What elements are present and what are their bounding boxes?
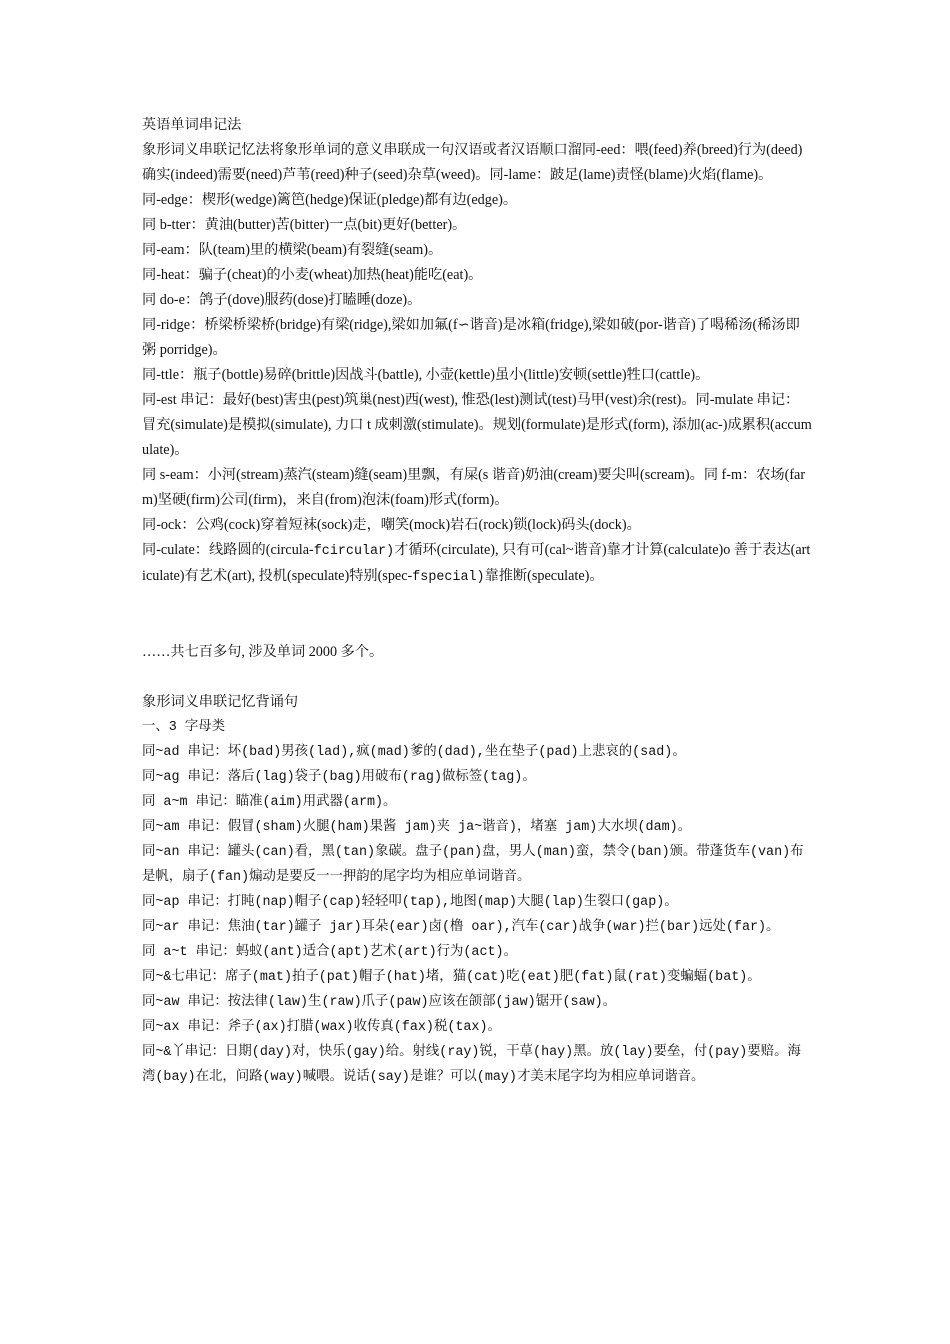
summary-line: ……共七百多句, 涉及单词 2000 多个。	[142, 644, 384, 660]
paragraph: 同~&丫串记：日期(day)对，快乐(gay)给。射线(ray)锐，干草(hay)黑。放(lay)要垒，付(pay)要赔。海湾(bay)在北，问路(way)喊喂。说话(say)是谁？可以(may)才美末尾字均为相应单词谐音。	[142, 1045, 801, 1085]
spacer	[142, 665, 812, 690]
paragraph: 同-heat：骗子(cheat)的小麦(wheat)加热(heat)能吃(eat)。	[142, 267, 483, 283]
paragraph: 同-eam：队(team)里的横梁(beam)有裂缝(seam)。	[142, 242, 443, 258]
paragraph: 同~an 串记：罐头(can)看，黑(tan)象碳。盘子(pan)盘，男人(man)蛮，禁令(ban)颁。带蓬货车(van)布是帆，扇子(fan)煽动是要反一一押韵的尾字均为相应单词谐音。	[142, 845, 804, 885]
paragraph: 同~&七串记：席子(mat)拍子(pat)帽子(hat)堵，猫(cat)吃(eat)肥(fat)鼠(rat)变蝙蝠(bat)。	[142, 970, 761, 985]
text-run: 靠推断(speculate)。	[484, 568, 604, 584]
spacer	[142, 590, 812, 640]
section-title: 象形词义串联记忆背诵句	[142, 694, 299, 710]
paragraph: 同~am 串记：假冒(sham)火腿(ham)果酱 jam)夹 ja~谐音)，堵塞 jam)大水坝(dam)。	[142, 820, 692, 835]
paragraph: 同~ar 串记：焦油(tar)罐子 jar)耳朵(ear)卤(橹 oar),汽车(car)战争(war)拦(bar)远处(far)。	[142, 920, 780, 935]
paragraph: 同~ad 串记：坏(bad)男孩(lad),疯(mad)爹的(dad),坐在垫子(pad)上悲哀的(sad)。	[142, 745, 686, 760]
text-run: fspecial)	[412, 570, 485, 585]
paragraph: 同~ap 串记：打盹(nap)帽子(cap)轻轻叩(tap),地图(map)大腿(lap)生裂口(gap)。	[142, 895, 678, 910]
paragraph: 象形词义串联记忆法将象形单词的意义串联成一句汉语或者汉语顺口溜同-eed：喂(feed)养(breed)行为(deed)确实(indeed)需要(need)芦苇(reed)种子(seed)杂草(weed)。同-lame：跛足(lame)责怪(blame)火焰(flame)。	[142, 142, 803, 183]
paragraph: 同~ax 串记：斧子(ax)打腊(wax)收传真(fax)税(tax)。	[142, 1020, 501, 1035]
paragraph: 同-ridge：桥梁桥梁桥(bridge)有梁(ridge),梁如加氟(f∽谐音)是冰箱(fridge),梁如破(por-谐音)了喝稀汤(稀汤即粥 porridge)。	[142, 317, 800, 358]
document-title: 英语单词串记法	[142, 117, 242, 133]
paragraph: 同 do-e：鸽子(dove)服药(dose)打瞌睡(doze)。	[142, 292, 422, 308]
paragraph: 同~ag 串记：落后(lag)袋子(bag)用破布(rag)做标签(tag)。	[142, 770, 536, 785]
paragraph: 同 b-tter：黄油(butter)苦(bitter)一点(bit)更好(better)。	[142, 217, 467, 233]
paragraph: 同-ttle：瓶子(bottle)易碎(brittle)因战斗(battle), 小壶(kettle)虽小(little)安顿(settle)牲口(cattle)。	[142, 367, 710, 383]
text-run: 同-culate：线路圆的(circula-	[142, 542, 314, 558]
text-run: fcircular)	[313, 544, 395, 559]
document-body	[142, 113, 812, 1090]
paragraph: 同-edge：楔形(wedge)篱笆(hedge)保证(pledge)都有边(edge)。	[142, 192, 518, 208]
paragraph-culate	[142, 538, 812, 590]
section-subtitle: 一、3 字母类	[142, 720, 226, 735]
paragraph: 同~aw 串记：按法律(law)生(raw)爪子(paw)应该在颌部(jaw)锯开(saw)。	[142, 995, 617, 1010]
text-run: 才循环(circulate), 只有可(cal~谐音)靠才计算(calculate)o 善于表达(articulate)有艺术(art), 投机(speculate)特别(spec-	[142, 542, 811, 584]
paragraph: 同-ock：公鸡(cock)穿着短袜(sock)走，嘲笑(mock)岩石(rock)锁(lock)码头(dock)。	[142, 517, 641, 533]
paragraph: 同 s-eam：小河(stream)蒸汽(steam)缝(seam)里飘，有屎(s 谐音)奶油(cream)要尖叫(scream)。同 f-m：农场(farm)坚硬(firm)公司(firm)，来自(from)泡沫(foam)形式(form)。	[142, 467, 806, 508]
paragraph: 同 a~m 串记：瞄准(aim)用武器(arm)。	[142, 795, 397, 810]
paragraph: 同 a~t 串记：蚂蚁(ant)适合(apt)艺术(art)行为(act)。	[142, 945, 517, 960]
paragraph: 同-est 串记：最好(best)害虫(pest)筑巢(nest)西(west), 惟恐(lest)测试(test)马甲(vest)余(rest)。同-mulate 串记：冒充(simulate)是模拟(simulate), 力口 t 成刺激(stimulate)。规划(formulate)是形式(form), 添加(ac-)成累积(accumulate)。	[142, 392, 812, 458]
